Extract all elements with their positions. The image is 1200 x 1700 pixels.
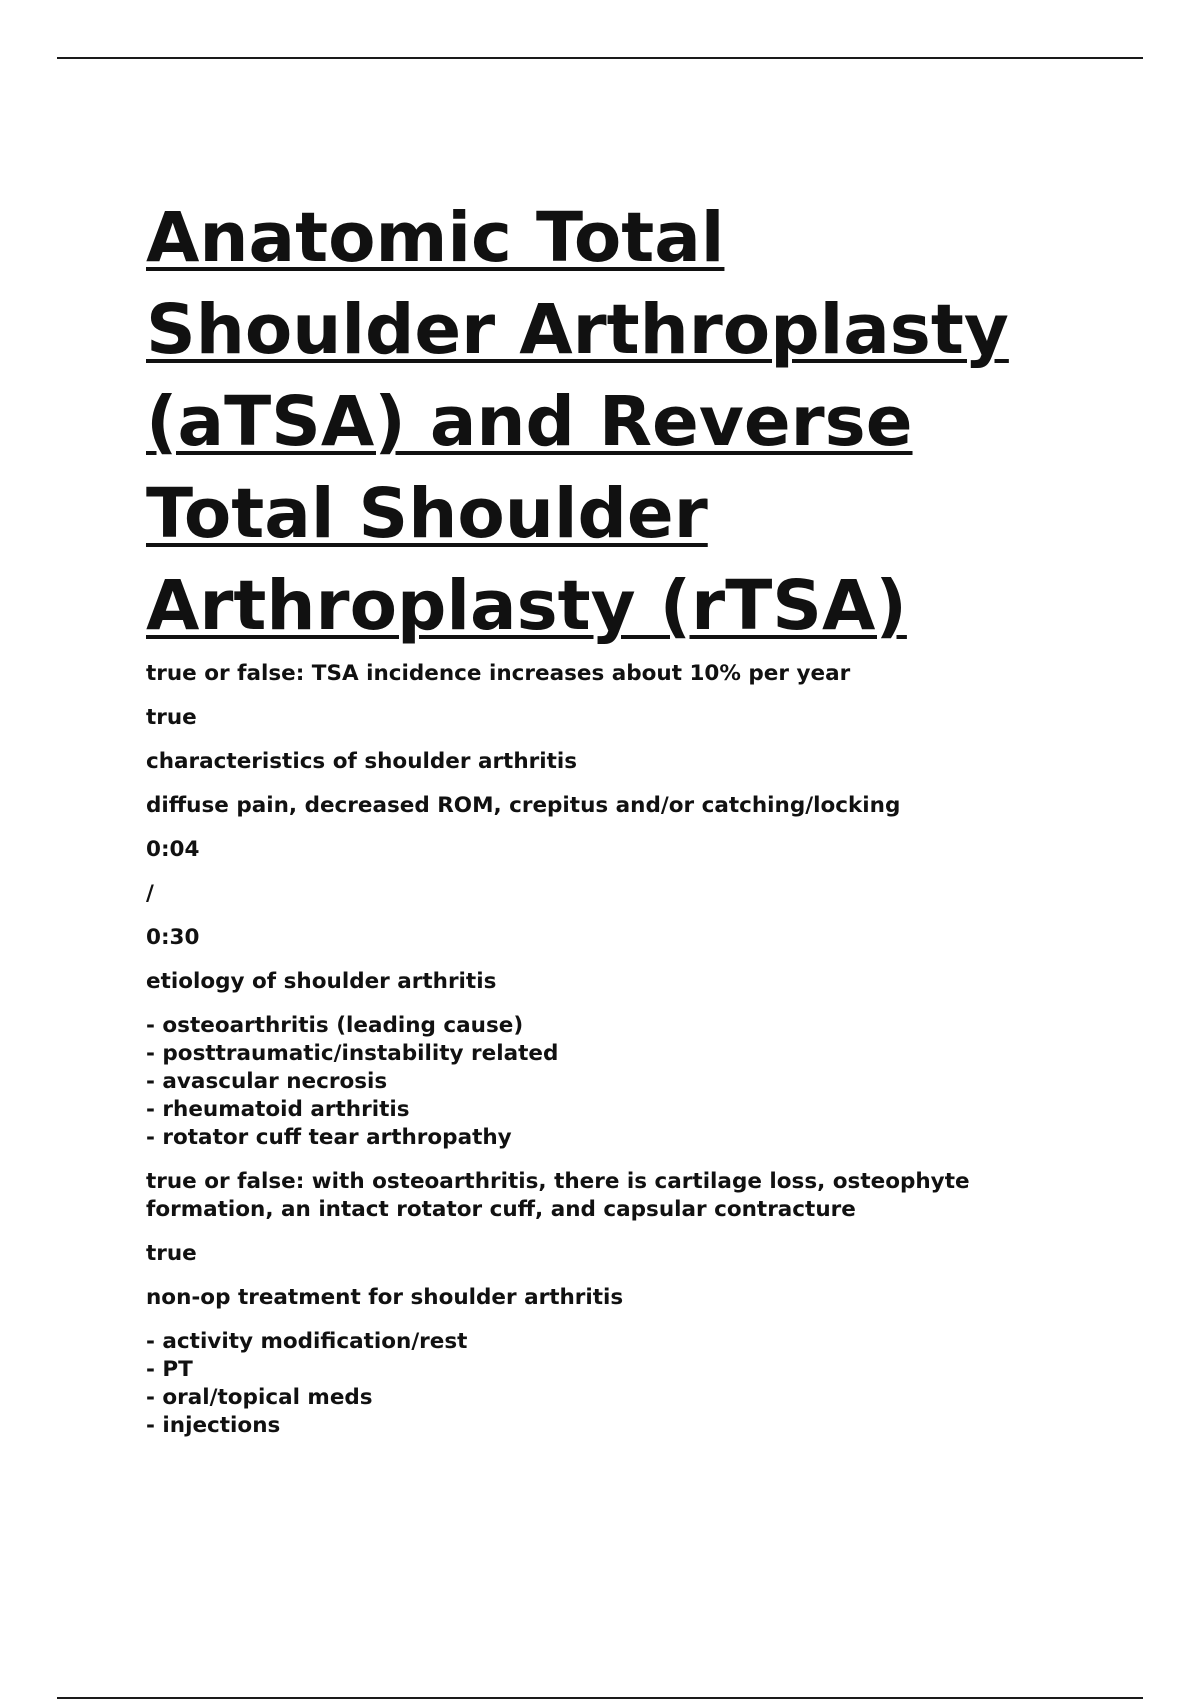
document-title <box>146 192 1106 652</box>
entry-line: 0:04 <box>146 837 200 862</box>
flashcard-list <box>146 660 1106 1440</box>
audio-duration <box>146 924 1106 952</box>
entry-line: - osteoarthritis (leading cause) <box>146 1013 524 1038</box>
top-rule <box>57 57 1143 59</box>
flashcard-definition <box>146 704 1106 732</box>
title-line: Anatomic Total <box>146 198 725 278</box>
entry-line: formation, an intact rotator cuff, and capsular contracture <box>146 1197 856 1222</box>
entry-line: true or false: with osteoarthritis, there is cartilage loss, osteophyte <box>146 1169 970 1194</box>
flashcard-term <box>146 1168 1106 1224</box>
flashcard-term <box>146 748 1106 776</box>
entry-line: 0:30 <box>146 925 200 950</box>
title-line: Arthroplasty (rTSA) <box>146 566 907 646</box>
title-line: Shoulder Arthroplasty <box>146 290 1009 370</box>
entry-line: true or false: TSA incidence increases about 10% per year <box>146 661 851 686</box>
entry-line: - PT <box>146 1357 193 1382</box>
flashcard-term <box>146 660 1106 688</box>
flashcard-definition <box>146 1240 1106 1268</box>
entry-line: diffuse pain, decreased ROM, crepitus and/or catching/locking <box>146 793 901 818</box>
title-line: Total Shoulder <box>146 474 708 554</box>
title-line: (aTSA) and Reverse <box>146 382 913 462</box>
flashcard-term <box>146 1284 1106 1312</box>
entry-line: / <box>146 881 154 906</box>
entry-line: - rotator cuff tear arthropathy <box>146 1125 512 1150</box>
entry-line: etiology of shoulder arthritis <box>146 969 497 994</box>
entry-line: - posttraumatic/instability related <box>146 1041 559 1066</box>
bottom-rule <box>57 1697 1143 1699</box>
entry-line: - avascular necrosis <box>146 1069 388 1094</box>
entry-line: - rheumatoid arthritis <box>146 1097 410 1122</box>
entry-line: true <box>146 705 197 730</box>
entry-line: - oral/topical meds <box>146 1385 373 1410</box>
entry-line: - activity modification/rest <box>146 1329 468 1354</box>
flashcard-definition <box>146 792 1106 820</box>
flashcard-definition <box>146 1012 1106 1152</box>
entry-line: true <box>146 1241 197 1266</box>
entry-line: characteristics of shoulder arthritis <box>146 749 578 774</box>
document-body <box>146 192 1106 1456</box>
audio-time-separator <box>146 880 1106 908</box>
flashcard-term <box>146 968 1106 996</box>
entry-line: - injections <box>146 1413 281 1438</box>
audio-current-time <box>146 836 1106 864</box>
flashcard-definition <box>146 1328 1106 1440</box>
entry-line: non-op treatment for shoulder arthritis <box>146 1285 624 1310</box>
